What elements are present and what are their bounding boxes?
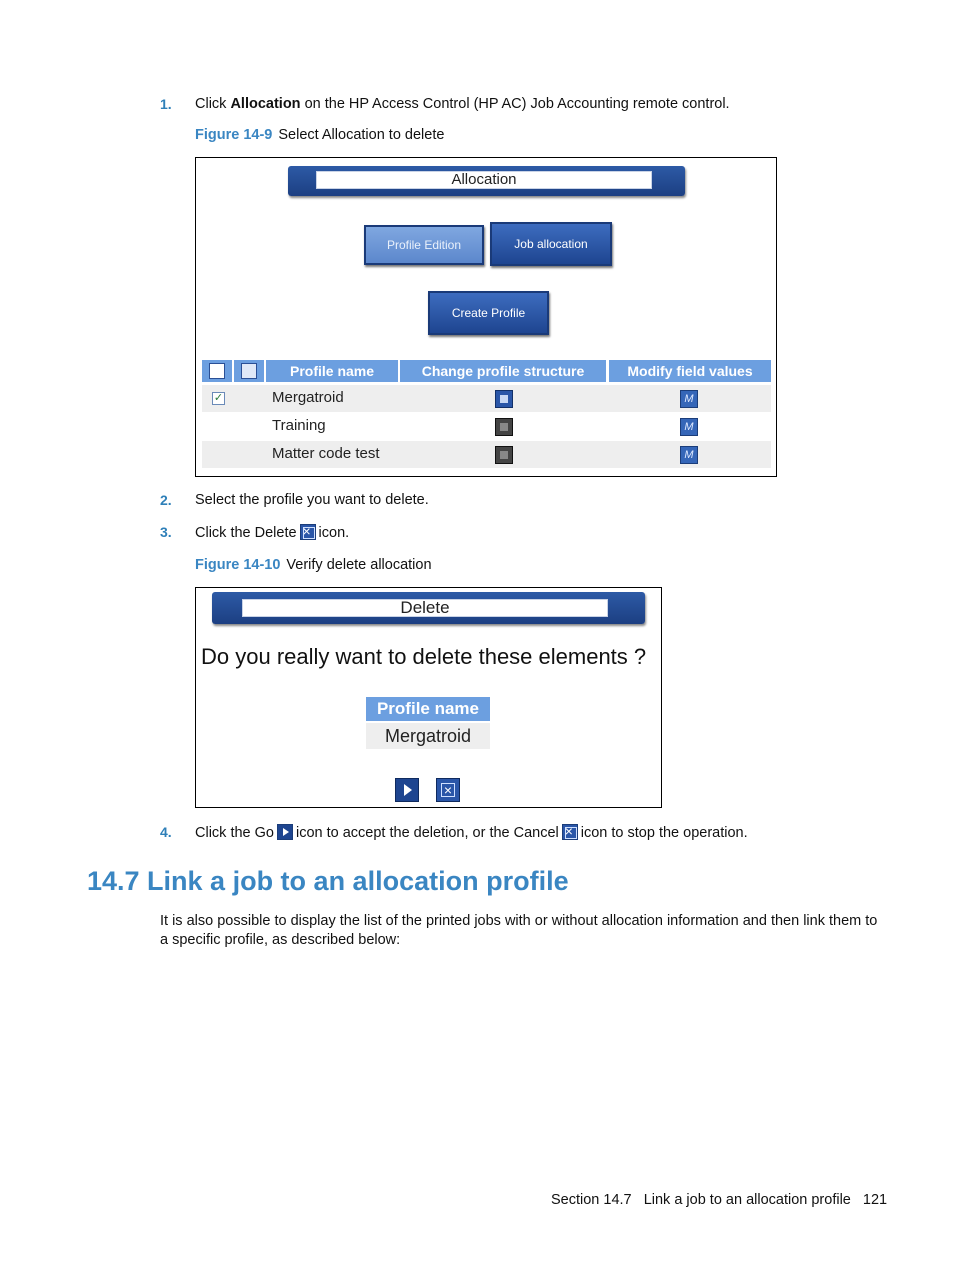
step-4-text	[195, 824, 748, 841]
step-1-post: on the HP Access Control (HP AC) Job Accounting remote control.	[300, 96, 730, 112]
footer-section: Section 14.7 Link a job to an allocation profile	[551, 1192, 851, 1208]
profile-name-value: Mergatroid	[366, 723, 490, 749]
delete-header[interactable]	[234, 360, 264, 382]
trash-icon	[241, 363, 257, 379]
change-structure-icon[interactable]	[495, 418, 513, 436]
step-4-post: icon to stop the operation.	[580, 825, 748, 841]
step-4-pre: Click the Go	[195, 825, 274, 841]
figure-14-9-caption	[195, 127, 444, 143]
profile-name-cell: Training	[272, 417, 326, 434]
figure-label: Figure 14-9	[195, 127, 273, 143]
cancel-button[interactable]	[436, 778, 460, 802]
confirm-question: Do you really want to delete these elements ?	[201, 644, 647, 669]
allocation-titlebar	[288, 166, 685, 196]
step-1-number: 1.	[160, 96, 172, 112]
step-2-text: Select the profile you want to delete.	[195, 492, 429, 508]
figure-caption-text: Select Allocation to delete	[278, 127, 445, 143]
profile-name-cell: Matter code test	[272, 445, 380, 462]
profile-edition-tab[interactable]: Profile Edition	[364, 225, 484, 265]
page-number: 121	[862, 1192, 888, 1208]
row-checkbox-checked[interactable]: ✓	[213, 392, 224, 404]
close-icon: ×	[441, 783, 455, 797]
create-profile-button[interactable]: Create Profile	[428, 291, 549, 335]
change-structure-icon[interactable]	[495, 446, 513, 464]
allocation-title: Allocation	[316, 171, 652, 189]
step-1-pre: Click	[195, 96, 231, 112]
delete-title: Delete	[242, 599, 608, 617]
step-1-text	[195, 96, 730, 112]
cancel-icon	[562, 824, 578, 840]
page-footer	[551, 1192, 887, 1208]
step-3-text	[195, 524, 349, 541]
checkbox-icon	[209, 363, 225, 379]
modify-values-icon[interactable]: M	[680, 390, 698, 408]
figure-14-9	[195, 157, 777, 477]
figure-label: Figure 14-10	[195, 557, 281, 573]
change-structure-header: Change profile structure	[400, 360, 606, 382]
step-4-number: 4.	[160, 824, 172, 840]
select-all-header[interactable]	[202, 360, 232, 382]
go-icon	[277, 824, 293, 840]
profile-name-header: Profile name	[366, 697, 490, 721]
figure-14-10	[195, 587, 662, 808]
section-heading: 14.7 Link a job to an allocation profile	[87, 866, 569, 896]
change-structure-icon[interactable]	[495, 390, 513, 408]
modify-values-icon[interactable]: M	[680, 418, 698, 436]
job-allocation-tab[interactable]: Job allocation	[490, 222, 612, 266]
delete-titlebar	[212, 592, 645, 624]
step-3-number: 3.	[160, 524, 172, 540]
go-button[interactable]	[395, 778, 419, 802]
profile-name-header: Profile name	[266, 360, 398, 382]
step-3-post: icon.	[318, 525, 350, 541]
profile-name-cell: Mergatroid	[272, 389, 344, 406]
play-icon	[404, 784, 412, 796]
step-1-bold: Allocation	[230, 96, 301, 112]
step-4-mid: icon to accept the deletion, or the Cancel	[295, 825, 559, 841]
figure-caption-text: Verify delete allocation	[286, 557, 432, 573]
figure-14-10-caption	[195, 557, 432, 573]
step-2-number: 2.	[160, 492, 172, 508]
delete-icon	[300, 524, 316, 540]
modify-values-icon[interactable]: M	[680, 446, 698, 464]
modify-values-header: Modify field values	[609, 360, 771, 382]
step-3-pre: Click the Delete	[195, 525, 297, 541]
section-paragraph: It is also possible to display the list of the printed jobs with or without allocation information and then link them to a specific profile, as described below:	[160, 913, 878, 948]
